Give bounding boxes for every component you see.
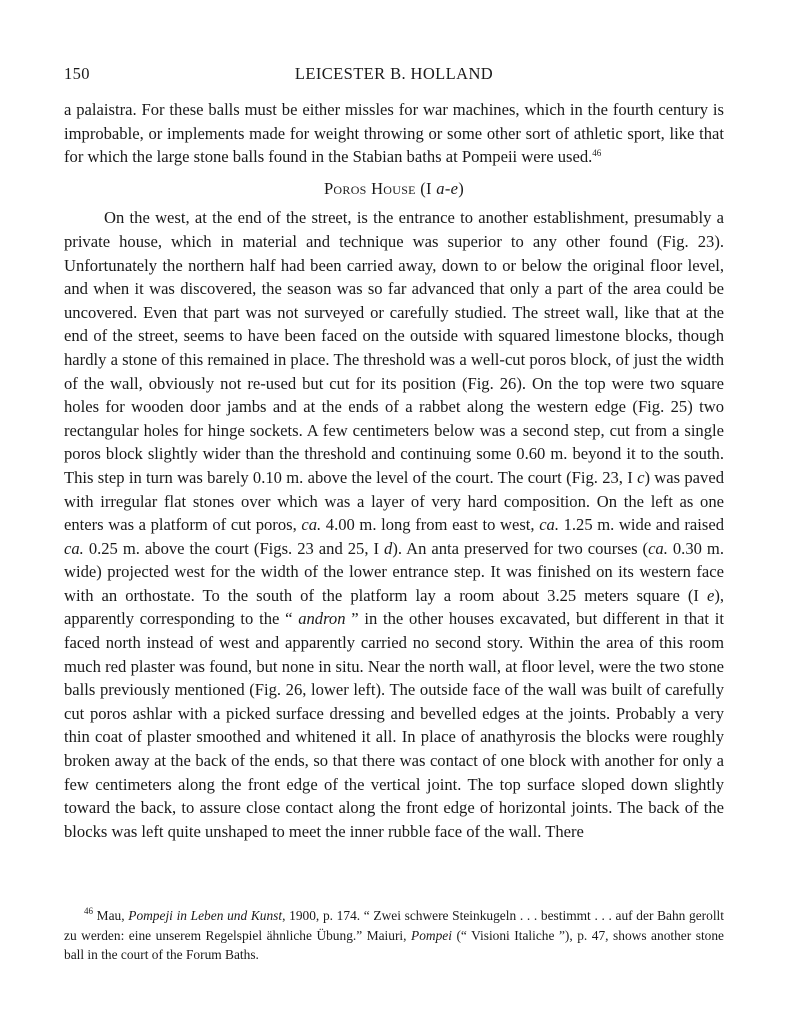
footnote-ref: 46 <box>592 148 602 159</box>
page-header <box>64 64 724 86</box>
intro-paragraph <box>64 98 724 169</box>
footnote-text: $^{46}$ Mau, Pompeji in Leben und Kunst, 1900, p. 174. “ Zwei schwere Steinkugeln . . . bestimmt . . . auf der Bahn gerollt zu werden: eine unserem Regelspiel ähnliche Übung.” Maiuri, Pompei (“ Visioni Italiche ”), p. 47, shows another stone ball in the court of the Forum Baths. <box>64 906 724 962</box>
footnote <box>64 906 724 965</box>
section-heading <box>64 177 724 201</box>
running-title: LEICESTER B. HOLLAND <box>294 64 494 83</box>
intro-text: a palaistra. For these balls must be either missles for war machines, which in the fourth century is improbable, or implements made for weight throwing or some other sort of athletic sport, like that for which the large stone balls found in the Stabian baths at Pompeii were used. <box>64 100 724 167</box>
body-text <box>64 98 724 843</box>
section-title: Poros House <box>323 178 416 198</box>
footnote-number: 46 <box>84 906 93 916</box>
main-paragraph: On the west, at the end of the street, is the entrance to another establishment, presumably a private house, which in material and technique was superior to any other found (Fig. 23). Unfortunately the northern half had been carried away, down to or below the original floor level, and when it was discovered, the season was so far advanced that only a part of the area could be uncovered. Even that part was not surveyed or carefully studied. The street wall, like that at the end of the street, seems to have been faced on the outside with squared limestone blocks, though hardly a stone of this remained in place. The threshold was a well-cut poros block, of just the width of the wall, obviously not re-used but cut for its position (Fig. 26). On the top were two square holes for wooden door jambs and at the ends of a rabbet along the western edge (Fig. 25) two rectangular holes for hinge sockets. A few centimeters below was a second step, cut from a single poros block slightly wider than the threshold and continuing some 0.60 m. beyond it to the south. This step in turn was barely 0.10 m. above the level of the court. The court (Fig. 23, I c) was paved with irregular flat stones over which was a layer of very hard composition. On the left as one enters was a platform of cut poros, ca. 4.00 m. long from east to west, ca. 1.25 m. wide and raised ca. 0.25 m. above the court (Figs. 23 and 25, I d). An anta preserved for two courses (ca. 0.30 m. wide) projected west for the width of the lower entrance step. It was finished on its western face with an orthostate. To the south of the platform lay a room about 3.25 meters square (I e), apparently corresponding to the “ andron ” in the other houses excavated, but different in that it faced north instead of west and apparently carried no second story. Within the area of this room much red plaster was found, but none in situ. Near the north wall, at floor level, were the two stone balls previously mentioned (Fig. 26, lower left). The outside face of the wall was built of carefully cut poros ashlar with a picked surface dressing and bevelled edges at the joints. Probably a very thin coat of plaster smoothed and whitened it all. In place of anathyrosis the blocks were roughly broken away at the back of the ends, so that there was contact of one block with another for only a few centimeters along the front edge of the vertical joint. The top surface sloped down slightly toward the back, to assure close contact along the front edge of horizontal joints. The back of the blocks was left quite unshaped to meet the inner rubble face of the wall. There <box>64 208 725 841</box>
page-number: 150 <box>64 64 90 83</box>
section-subtitle: (I a-e) <box>420 178 465 198</box>
